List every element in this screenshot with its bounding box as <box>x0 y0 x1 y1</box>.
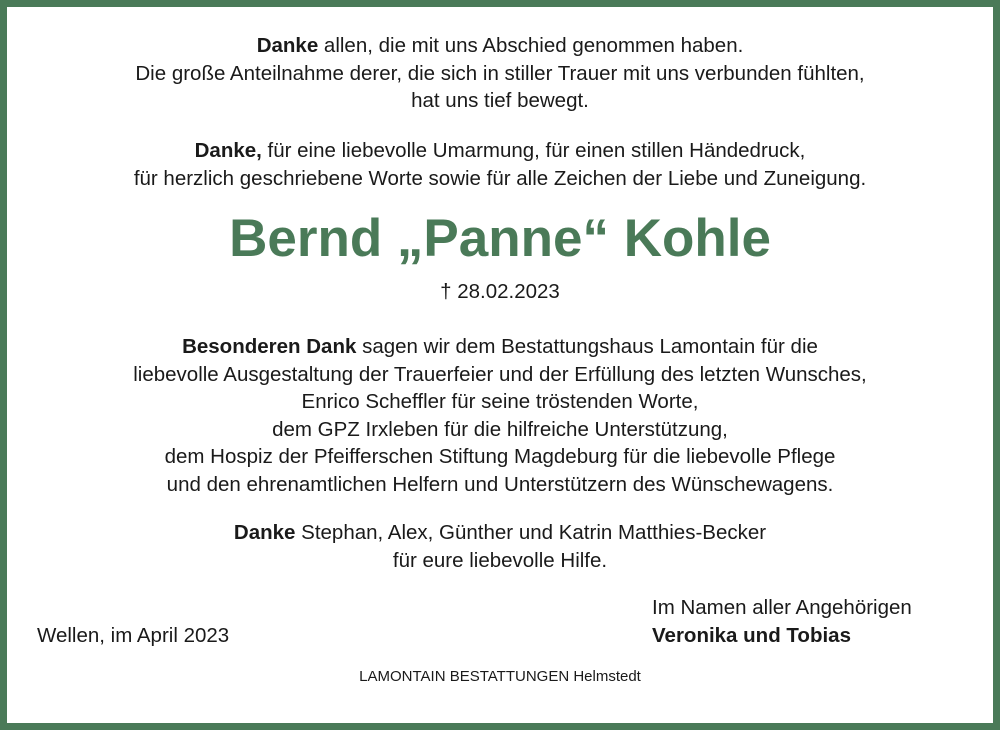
place-and-date: Wellen, im April 2023 <box>37 624 230 647</box>
gratitude-text-1: für eine liebevolle Umarmung, für einen stillen Händedruck, <box>261 139 806 162</box>
special-thanks-line-2: liebevolle Ausgestaltung der Trauerfeier und der Erfüllung des letzten Wunsches, <box>133 362 867 386</box>
special-thanks-text-1: sagen wir dem Bestattungshaus Lamontain für die <box>356 335 818 358</box>
intro-line-1 <box>0 32 1000 60</box>
special-thanks-line-3: Enrico Scheffler für seine tröstenden Worte, <box>301 390 699 413</box>
signature-names-text: Veronika und Tobias <box>652 624 851 647</box>
special-thanks-lead: Besonderen Dank <box>182 335 357 358</box>
special-thanks-line-4: dem GPZ Irxleben für die hilfreiche Unterstützung, <box>272 417 728 441</box>
intro-line-2: Die große Anteilnahme derer, die sich in stiller Trauer mit uns verbunden fühlten, <box>135 61 865 85</box>
intro-text-1: allen, die mit uns Abschied genommen haben. <box>318 34 744 57</box>
intro-paragraph <box>0 32 1000 115</box>
helpers-paragraph <box>0 519 1000 574</box>
gratitude-paragraph <box>0 137 1000 192</box>
special-thanks-line-6: und den ehrenamtlichen Helfern und Unterstützern des Wünschewagens. <box>166 472 834 496</box>
helpers-line-2: für eure liebevolle Hilfe. <box>392 548 608 572</box>
signature-block <box>652 594 912 650</box>
death-date: † 28.02.2023 <box>440 280 560 303</box>
helpers-text-1: Stephan, Alex, Günther und Katrin Matthies-Becker <box>295 521 767 544</box>
intro-line-3: hat uns tief bewegt. <box>411 89 589 112</box>
gratitude-lead: Danke, <box>194 139 262 162</box>
signature-line: Im Namen aller Angehörigen <box>652 596 912 619</box>
special-thanks-line-5: dem Hospiz der Pfeifferschen Stiftung Magdeburg für die liebevolle Pflege <box>164 445 836 468</box>
helpers-line-1 <box>0 519 1000 547</box>
funeral-home-footer: LAMONTAIN BESTATTUNGEN Helmstedt <box>359 668 641 685</box>
special-thanks-line-1 <box>0 333 1000 361</box>
helpers-lead: Danke <box>233 521 296 544</box>
gratitude-line-1 <box>0 137 1000 165</box>
deceased-name: Bernd „Panne“ Kohle <box>229 209 771 268</box>
intro-lead: Danke <box>256 34 319 57</box>
special-thanks-paragraph <box>0 333 1000 498</box>
signature-names <box>652 622 912 650</box>
gratitude-line-2: für herzlich geschriebene Worte sowie für alle Zeichen der Liebe und Zuneigung. <box>133 166 867 190</box>
